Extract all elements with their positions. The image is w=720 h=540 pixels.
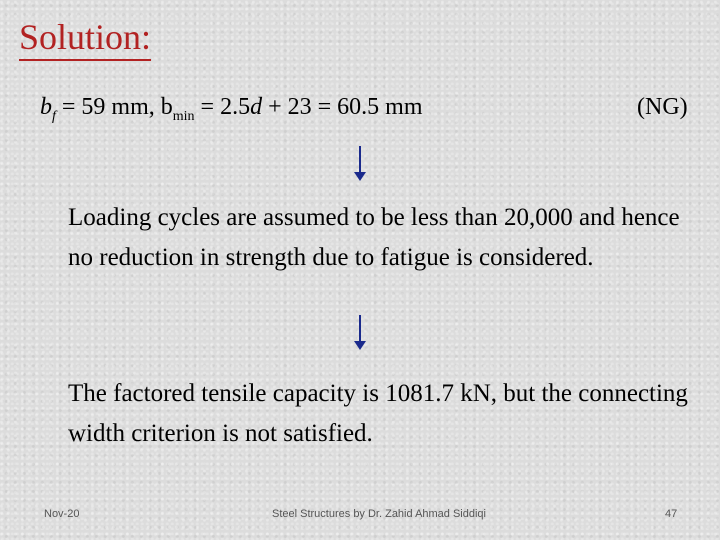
formula-bf-symbol: b: [40, 94, 52, 120]
formula-bf-subscript: f: [52, 108, 56, 124]
footer-page-number: 47: [665, 508, 678, 520]
status-label: (NG): [637, 94, 688, 120]
down-arrow-icon: [350, 146, 370, 182]
paragraph-fatigue: Loading cycles are assumed to be less than 20,000 and hence no reduction in strength due to fatigue is considered.: [68, 204, 680, 271]
down-arrow-icon: [350, 315, 370, 351]
slide-title: Solution:: [19, 18, 151, 61]
formula-part-1: = 59 mm, b: [55, 94, 173, 120]
footer-course: Steel Structures by Dr. Zahid Ahmad Siddiqi: [272, 508, 486, 520]
paragraph-conclusion: The factored tensile capacity is 1081.7 kN, but the connecting width criterion is not satisfied.: [68, 380, 688, 447]
formula: [40, 95, 423, 124]
formula-part-3: + 23 = 60.5 mm: [262, 94, 423, 120]
formula-part-2: = 2.5: [194, 94, 251, 120]
formula-min-subscript: min: [172, 108, 195, 124]
formula-d-symbol: d: [250, 94, 263, 120]
footer-date: Nov-20: [44, 508, 80, 520]
